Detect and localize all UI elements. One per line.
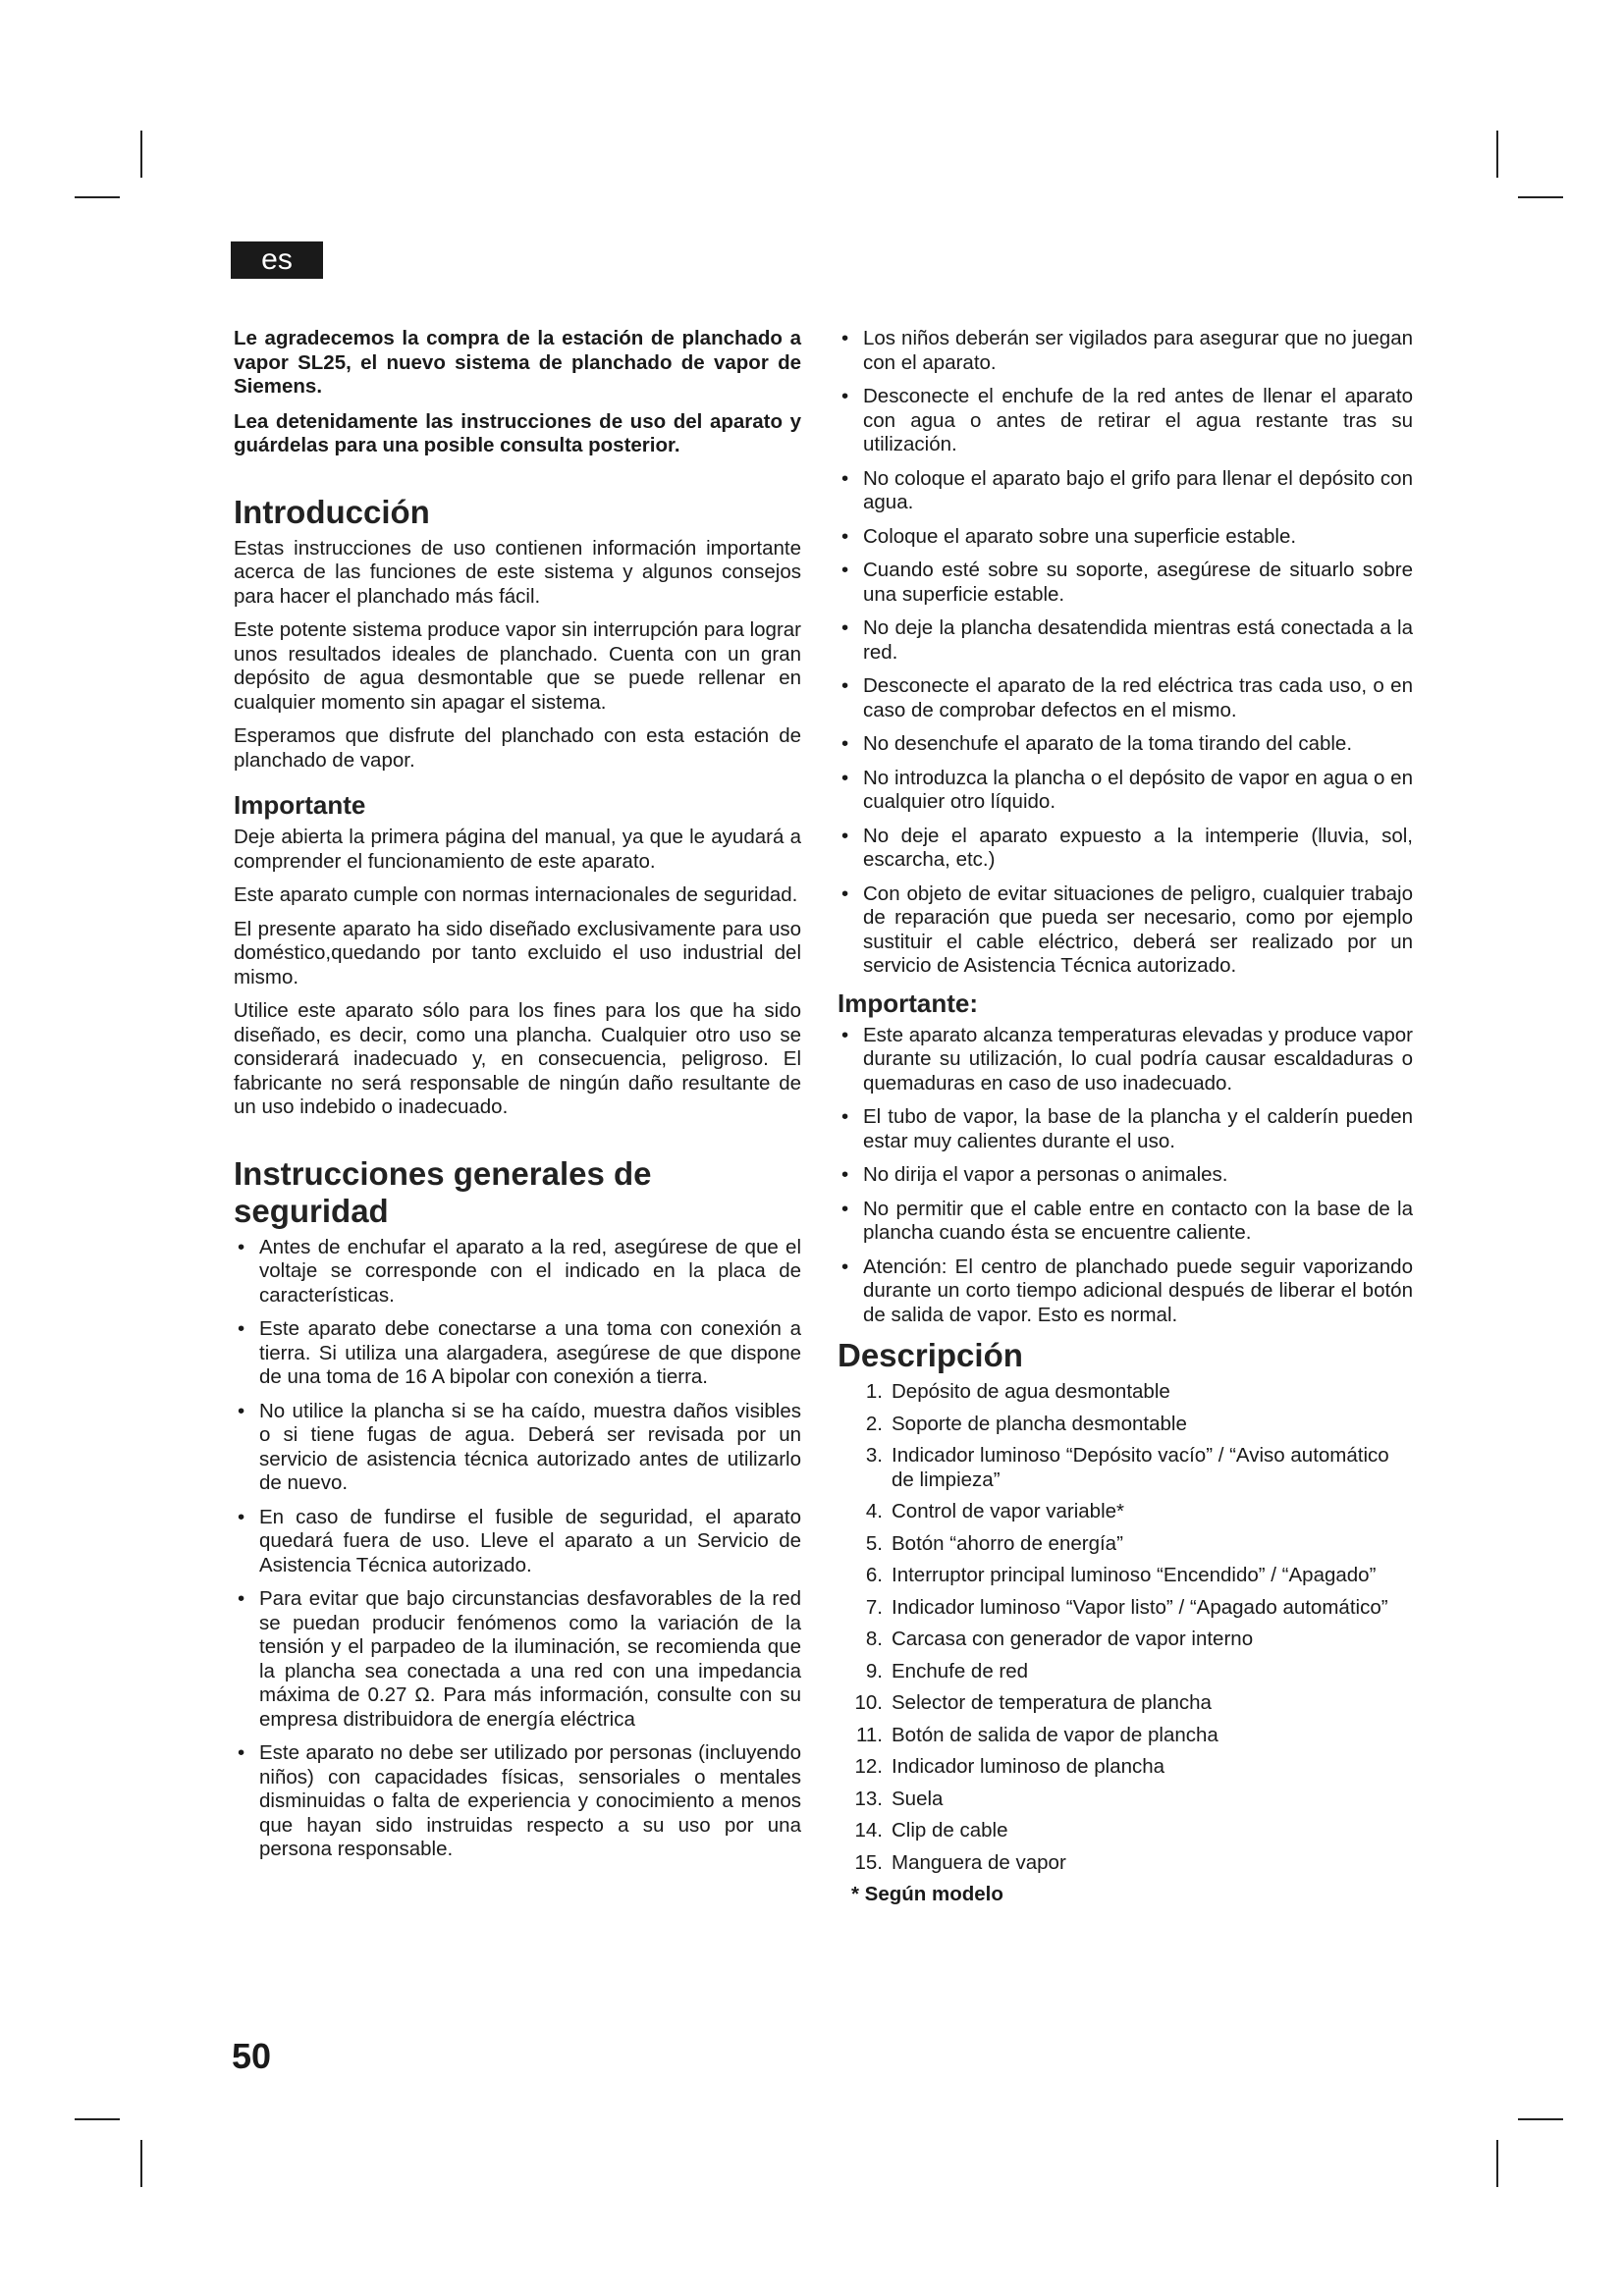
- crop-mark: [140, 2140, 142, 2187]
- crop-mark: [1496, 2140, 1498, 2187]
- crop-mark: [1518, 196, 1563, 198]
- description-item: 2. Soporte de plancha desmontable: [865, 1412, 1187, 1435]
- crop-mark: [1496, 131, 1498, 178]
- safety-list-right: [838, 327, 1413, 979]
- description-list: [838, 1380, 1413, 1875]
- description-item: 8. Carcasa con generador de vapor interno: [865, 1628, 1254, 1650]
- section-title-importante: Importante: [234, 790, 366, 820]
- list-item: • Atención: El centro de planchado puede seguir vaporizando durante un corto tiempo adicional después de liberar el botón de salida de vapor. Esto es normal.: [838, 1255, 1413, 1328]
- list-item: • Este aparato debe conectarse a una toma con conexión a tierra. Si utiliza una alargadera, asegúrese de que dispone de una toma de 16 A bipolar con conexión a tierra.: [234, 1317, 801, 1390]
- intro-read-instructions: Lea detenidamente las instrucciones de uso del aparato y guárdelas para una posible consulta posterior.: [234, 409, 801, 456]
- paragraph: Utilice este aparato sólo para los fines para los que ha sido diseñado, es decir, como una plancha. Cualquier otro uso se considerará inadecuado y, en consecuencia, peligroso. El fabricante no será responsable de ningún daño resultante de un uso indebido o inadecuado.: [234, 999, 801, 1118]
- section-title-introduccion: Introducción: [234, 493, 430, 530]
- crop-mark: [140, 131, 142, 178]
- description-item: 10. Selector de temperatura de plancha: [854, 1691, 1212, 1714]
- section-title-descripcion: Descripción: [838, 1337, 1023, 1373]
- language-badge: es: [231, 241, 323, 279]
- intro-thanks: Le agradecemos la compra de la estación de planchado a vapor SL25, el nuevo sistema de planchado de vapor de Siemens.: [234, 327, 801, 398]
- paragraph: Esperamos que disfrute del planchado con esta estación de planchado de vapor.: [234, 724, 801, 772]
- crop-mark: [1518, 2118, 1563, 2120]
- left-column: [234, 327, 801, 1872]
- list-item: • Coloque el aparato sobre una superficie estable.: [838, 525, 1413, 550]
- description-item: 5. Botón “ahorro de energía”: [865, 1531, 1123, 1555]
- model-note: * Según modelo: [851, 1883, 1003, 1905]
- description-item: 9. Enchufe de red: [865, 1659, 1029, 1682]
- section-title-importante-2: Importante:: [838, 988, 978, 1018]
- list-item: • No coloque el aparato bajo el grifo para llenar el depósito con agua.: [838, 467, 1413, 515]
- list-item: • En caso de fundirse el fusible de seguridad, el aparato quedará fuera de uso. Lleve el aparato a un Servicio de Asistencia Técnica autorizado.: [234, 1506, 801, 1578]
- paragraph: El presente aparato ha sido diseñado exclusivamente para uso doméstico,quedando por tanto excluido el uso industrial del mismo.: [234, 917, 801, 988]
- paragraph: Este potente sistema produce vapor sin interrupción para lograr unos resultados ideales de planchado. Cuenta con un gran depósito de agua desmontable que se puede rellenar en cualquier momento sin apagar el sistema.: [234, 618, 801, 714]
- list-item: • El tubo de vapor, la base de la plancha y el calderín pueden estar muy calientes durante el uso.: [838, 1105, 1413, 1153]
- description-item: 13. Suela: [854, 1787, 944, 1810]
- list-item: • Este aparato no debe ser utilizado por personas (incluyendo niños) con capacidades físicas, sensoriales o mentales disminuidas o falta de experiencia y conocimiento a menos que hayan sido instruidas respecto a su uso por una persona responsable.: [234, 1741, 801, 1862]
- section-title-seguridad: Instrucciones generales de seguridad: [234, 1154, 652, 1229]
- list-item: • Para evitar que bajo circunstancias desfavorables de la red se puedan producir fenómenos como la variación de la tensión y el parpadeo de la iluminación, se recomienda que la plancha sea conectada a una red con una impedancia máxima de 0.27 Ω. Para más información, consulte con su empresa distribuidora de energía eléctrica: [234, 1587, 801, 1732]
- right-column: [838, 327, 1413, 1906]
- crop-mark: [75, 196, 120, 198]
- list-item: • Desconecte el enchufe de la red antes de llenar el aparato con agua o antes de retirar el agua restante tras su utilización.: [838, 385, 1413, 457]
- description-item: 14. Clip de cable: [854, 1819, 1008, 1842]
- page-number: 50: [232, 2036, 272, 2076]
- paragraph: Este aparato cumple con normas internacionales de seguridad.: [234, 883, 798, 906]
- list-item: • No permitir que el cable entre en contacto con la base de la plancha cuando ésta se encuentre caliente.: [838, 1198, 1413, 1246]
- description-item: 15. Manguera de vapor: [854, 1850, 1066, 1874]
- paragraph: Estas instrucciones de uso contienen información importante acerca de las funciones de este sistema y algunos consejos para hacer el planchado más fácil.: [234, 536, 801, 608]
- description-item: 3. Indicador luminoso “Depósito vacío” / “Aviso automático de limpieza”: [865, 1444, 1389, 1491]
- description-item: 11. Botón de salida de vapor de plancha: [856, 1723, 1218, 1746]
- description-item: 6. Interruptor principal luminoso “Encendido” / “Apagado”: [865, 1564, 1377, 1586]
- paragraph: Deje abierta la primera página del manual, ya que le ayudará a comprender el funcionamiento de este aparato.: [234, 826, 801, 873]
- description-item: 12. Indicador luminoso de plancha: [854, 1755, 1165, 1778]
- list-item: • No deje el aparato expuesto a la intemperie (lluvia, sol, escarcha, etc.): [838, 825, 1413, 873]
- list-item: • Desconecte el aparato de la red eléctrica tras cada uso, o en caso de comprobar defectos en el mismo.: [838, 674, 1413, 722]
- safety-list-left: [234, 1236, 801, 1862]
- list-item: • Este aparato alcanza temperaturas elevadas y produce vapor durante su utilización, lo cual podría causar escaldaduras o quemaduras en caso de uso inadecuado.: [838, 1024, 1413, 1096]
- description-item: 1. Depósito de agua desmontable: [865, 1380, 1170, 1403]
- list-item: • Los niños deberán ser vigilados para asegurar que no juegan con el aparato.: [838, 327, 1413, 375]
- list-item: • No introduzca la plancha o el depósito de vapor en agua o en cualquier otro líquido.: [838, 767, 1413, 815]
- description-item: 4. Control de vapor variable*: [865, 1500, 1125, 1522]
- list-item: • No utilice la plancha si se ha caído, muestra daños visibles o si tiene fugas de agua. Deberá ser revisada por un servicio de asistencia técnica autorizado antes de utilizarlo de nuevo.: [234, 1400, 801, 1496]
- list-item: • No dirija el vapor a personas o animales.: [838, 1163, 1413, 1188]
- list-item: • No deje la plancha desatendida mientras está conectada a la red.: [838, 616, 1413, 665]
- list-item: • Cuando esté sobre su soporte, asegúrese de situarlo sobre una superficie estable.: [838, 559, 1413, 607]
- importante-list: [838, 1024, 1413, 1328]
- description-item: 7. Indicador luminoso “Vapor listo” / “Apagado automático”: [865, 1595, 1388, 1619]
- crop-mark: [75, 2118, 120, 2120]
- list-item: • No desenchufe el aparato de la toma tirando del cable.: [838, 732, 1413, 757]
- list-item: • Antes de enchufar el aparato a la red, asegúrese de que el voltaje se corresponde con el indicado en la placa de características.: [234, 1236, 801, 1308]
- list-item: • Con objeto de evitar situaciones de peligro, cualquier trabajo de reparación que pueda ser necesario, como por ejemplo sustituir el cable eléctrico, deberá ser realizado por un servicio de Asistencia Técnica autorizado.: [838, 882, 1413, 979]
